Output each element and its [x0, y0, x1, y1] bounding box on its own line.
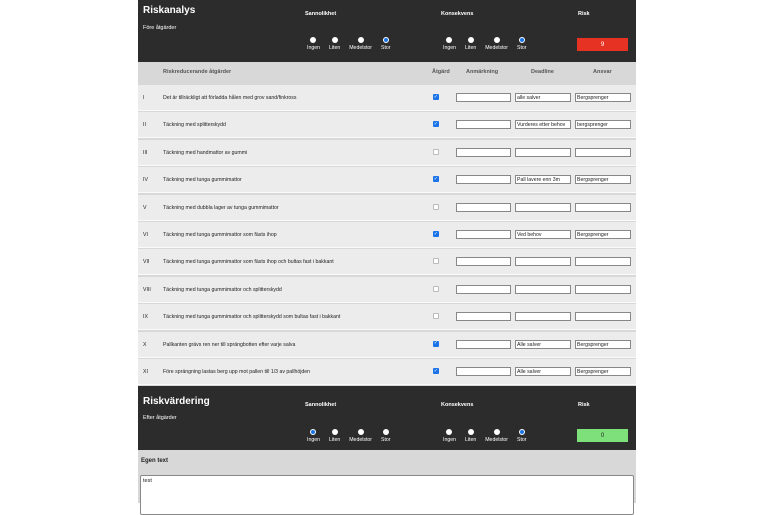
- table-row: [138, 222, 636, 248]
- action-checkbox[interactable]: [433, 204, 439, 210]
- radio-dot[interactable]: [468, 429, 474, 435]
- row-number: I: [143, 95, 145, 101]
- section-title: Riskanalys: [143, 5, 196, 16]
- consequence-radio-stor[interactable]: [517, 37, 527, 51]
- probability-radio-stor[interactable]: [381, 37, 391, 51]
- radio-label: Medelstor: [349, 437, 373, 443]
- radio-label: Liten: [464, 437, 477, 443]
- radio-label: Liten: [328, 45, 341, 51]
- row-measure-text: Täckning med dubbla lager av tunga gummimattor: [163, 204, 279, 211]
- action-checkbox[interactable]: [433, 176, 439, 182]
- consequence-after-radios: [443, 429, 536, 443]
- risk-evaluation-header: [138, 386, 636, 450]
- radio-label: Ingen: [307, 437, 320, 443]
- radio-dot[interactable]: [383, 37, 389, 43]
- radio-label: Stor: [381, 437, 391, 443]
- row-number: VI: [143, 232, 148, 238]
- deadline-input[interactable]: [515, 148, 571, 157]
- table-row: [138, 332, 636, 358]
- deadline-input[interactable]: Pall lavere enn 3m: [515, 175, 571, 184]
- row-number: IV: [143, 177, 148, 184]
- risk-label: Risk: [578, 402, 590, 408]
- risk-label: Risk: [578, 11, 590, 17]
- row-number: VIII: [143, 286, 151, 293]
- table-row: [138, 112, 636, 138]
- row-number: VII: [143, 259, 150, 266]
- remark-input[interactable]: [456, 285, 511, 294]
- probability-radio-ingen[interactable]: [307, 37, 320, 51]
- radio-dot[interactable]: [310, 429, 316, 435]
- action-checkbox[interactable]: [433, 121, 439, 127]
- table-header: [138, 62, 636, 84]
- section-title: Riskvärdering: [143, 396, 210, 407]
- radio-label: Ingen: [443, 45, 456, 51]
- radio-label: Medelstor: [485, 45, 509, 51]
- responsible-input[interactable]: Bergsprenger: [575, 367, 631, 376]
- row-measure-text: Täckning med tunga gummimattor som fästs ihop och bultas fast i bakkant: [163, 259, 334, 266]
- responsible-input[interactable]: [575, 312, 631, 321]
- remark-input[interactable]: [456, 120, 511, 129]
- radio-dot[interactable]: [519, 37, 525, 43]
- custom-text-input[interactable]: test: [140, 475, 634, 515]
- responsible-input[interactable]: [575, 203, 631, 212]
- responsible-input[interactable]: [575, 285, 631, 294]
- radio-dot[interactable]: [446, 429, 452, 435]
- row-measure-text: Täckning med tunga gummimattor: [163, 177, 242, 184]
- deadline-input[interactable]: alle salver: [515, 93, 571, 102]
- row-measure-text: Täckning med tunga gummimattor och splitterskydd: [163, 286, 282, 293]
- action-checkbox[interactable]: [433, 368, 439, 374]
- consequence-label: Konsekvens: [441, 402, 474, 408]
- probability-label: Sannolikhet: [305, 402, 337, 408]
- table-row: [138, 277, 636, 303]
- deadline-input[interactable]: [515, 312, 571, 321]
- deadline-input[interactable]: Vurderes etter behov: [515, 120, 571, 129]
- deadline-input[interactable]: [515, 203, 571, 212]
- remark-input[interactable]: [456, 230, 511, 239]
- radio-dot[interactable]: [332, 37, 338, 43]
- radio-dot[interactable]: [446, 37, 452, 43]
- custom-text-label: Egen text: [141, 458, 169, 464]
- remark-input[interactable]: [456, 257, 511, 266]
- consequence-radio-medelstor[interactable]: [485, 37, 508, 51]
- deadline-input[interactable]: Alle salver: [515, 367, 571, 376]
- remark-input[interactable]: [456, 203, 511, 212]
- risk-value-after: 0: [577, 429, 628, 442]
- consequence-radio-liten[interactable]: [465, 429, 476, 443]
- action-checkbox[interactable]: [433, 341, 439, 347]
- risk-analysis-header: [138, 0, 636, 62]
- table-row: [138, 140, 636, 166]
- row-number: III: [143, 149, 148, 156]
- col-measures: Riskreducerande åtgärder: [163, 69, 232, 75]
- row-measure-text: Det är tillräckligt att förladda hålen med grov sand/finkross: [163, 95, 297, 101]
- row-measure-text: Täckning med tunga gummimattor som fästs ihop: [163, 232, 277, 238]
- radio-dot[interactable]: [383, 429, 389, 435]
- remark-input[interactable]: [456, 367, 511, 376]
- consequence-radio-ingen[interactable]: [443, 429, 456, 443]
- consequence-radio-medelstor[interactable]: [485, 429, 508, 443]
- action-checkbox[interactable]: [433, 149, 439, 155]
- probability-after-radios: [307, 429, 400, 443]
- deadline-input[interactable]: Alle salver: [515, 340, 571, 349]
- deadline-input[interactable]: [515, 285, 571, 294]
- row-number: II: [143, 122, 146, 129]
- table-row: [138, 195, 636, 221]
- responsible-input[interactable]: Bergsprenger: [575, 93, 631, 102]
- remark-input[interactable]: [456, 312, 511, 321]
- radio-label: Stor: [517, 45, 527, 51]
- radio-dot[interactable]: [468, 37, 474, 43]
- remark-input[interactable]: [456, 340, 511, 349]
- radio-label: Stor: [381, 45, 391, 51]
- consequence-radio-stor[interactable]: [517, 429, 527, 443]
- radio-dot[interactable]: [494, 429, 500, 435]
- action-checkbox[interactable]: [433, 94, 439, 100]
- radio-dot[interactable]: [332, 429, 338, 435]
- remark-input[interactable]: [456, 175, 511, 184]
- remark-input[interactable]: [456, 93, 511, 102]
- row-measure-text: Täckning med tunga gummimattor och splitterskydd som bultas fast i bakkant: [163, 314, 341, 321]
- radio-label: Medelstor: [485, 437, 509, 443]
- deadline-input[interactable]: [515, 257, 571, 266]
- radio-label: Medelstor: [349, 45, 373, 51]
- row-number: X: [143, 341, 147, 348]
- table-row: [138, 249, 636, 275]
- responsible-input[interactable]: [575, 148, 631, 157]
- consequence-before-radios: [443, 37, 536, 51]
- radio-dot[interactable]: [494, 37, 500, 43]
- row-measure-text: Täckning med handmattor av gummi: [163, 149, 248, 156]
- probability-label: Sannolikhet: [305, 11, 337, 17]
- row-measure-text: Före sprängning lastas berg upp mot pallen till 1/3 av pallhöjden: [163, 369, 311, 375]
- remark-input[interactable]: [456, 148, 511, 157]
- col-action: Åtgärd: [432, 69, 450, 75]
- radio-label: Ingen: [443, 437, 456, 443]
- radio-label: Liten: [464, 45, 477, 51]
- probability-radio-medelstor[interactable]: [349, 429, 372, 443]
- action-checkbox[interactable]: [433, 313, 439, 319]
- row-number: V: [143, 204, 147, 211]
- responsible-input[interactable]: Bergsprenger: [575, 230, 631, 239]
- probability-radio-stor[interactable]: [381, 429, 391, 443]
- radio-label: Stor: [517, 437, 527, 443]
- col-responsible: Ansvar: [593, 69, 612, 75]
- row-measure-text: Pallkanten grävs ren ner till sprängbotten efter varje salva: [163, 341, 296, 348]
- probability-before-radios: [307, 37, 400, 51]
- responsible-input[interactable]: [575, 257, 631, 266]
- probability-radio-liten[interactable]: [329, 429, 340, 443]
- radio-dot[interactable]: [519, 429, 525, 435]
- radio-dot[interactable]: [358, 37, 364, 43]
- row-number: XI: [143, 369, 148, 375]
- consequence-label: Konsekvens: [441, 11, 474, 17]
- table-row: [138, 167, 636, 193]
- table-row: [138, 304, 636, 330]
- radio-label: Ingen: [307, 45, 320, 51]
- radio-label: Liten: [328, 437, 341, 443]
- row-number: IX: [143, 314, 148, 321]
- row-measure-text: Täckning med splitterskydd: [163, 122, 226, 129]
- deadline-input[interactable]: Ved behov: [515, 230, 571, 239]
- action-checkbox[interactable]: [433, 231, 439, 237]
- action-checkbox[interactable]: [433, 258, 439, 264]
- probability-radio-ingen[interactable]: [307, 429, 320, 443]
- col-remark: Anmärkning: [466, 69, 499, 75]
- action-checkbox[interactable]: [433, 286, 439, 292]
- section-subtitle: Efter åtgärder: [143, 415, 177, 421]
- section-subtitle: Före åtgärder: [143, 25, 177, 31]
- responsible-input[interactable]: Bergsprenger: [575, 340, 631, 349]
- consequence-radio-liten[interactable]: [465, 37, 476, 51]
- probability-radio-liten[interactable]: [329, 37, 340, 51]
- table-row: [138, 85, 636, 111]
- risk-value-before: 9: [577, 38, 628, 51]
- col-deadline: Deadline: [531, 69, 554, 75]
- table-row: [138, 359, 636, 385]
- probability-radio-medelstor[interactable]: [349, 37, 372, 51]
- radio-dot[interactable]: [358, 429, 364, 435]
- risk-form: [138, 0, 636, 503]
- consequence-radio-ingen[interactable]: [443, 37, 456, 51]
- responsible-input[interactable]: Bergsprenger: [575, 175, 631, 184]
- responsible-input[interactable]: bergsprenger: [575, 120, 631, 129]
- radio-dot[interactable]: [310, 37, 316, 43]
